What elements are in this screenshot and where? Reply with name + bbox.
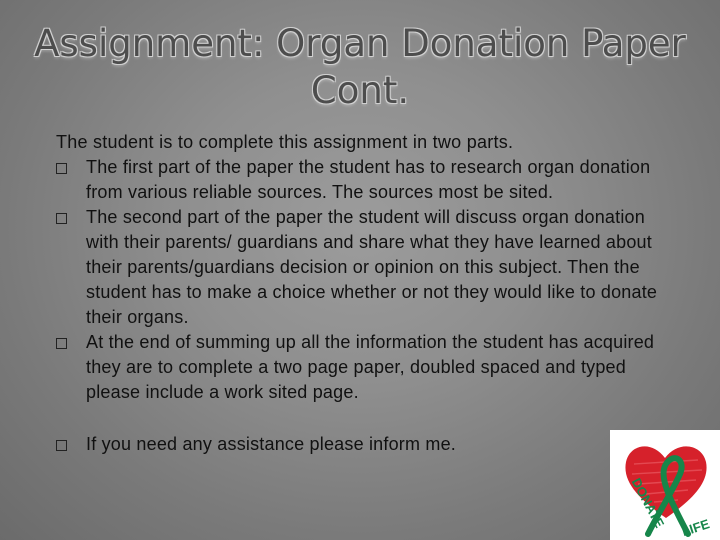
bullet-item bbox=[56, 432, 676, 457]
intro-text: The student is to complete this assignment in two parts. bbox=[56, 132, 514, 152]
bullet-text: If you need any assistance please inform me. bbox=[86, 434, 456, 454]
square-bullet-icon bbox=[56, 213, 67, 224]
bullet-list bbox=[56, 155, 676, 457]
square-bullet-icon bbox=[56, 163, 67, 174]
bullet-text: The first part of the paper the student has to research organ donation from various reliable sources. The sources most be sited. bbox=[86, 157, 651, 202]
donate-life-logo bbox=[610, 430, 720, 540]
bullet-item bbox=[56, 205, 676, 330]
slide-title bbox=[0, 20, 720, 114]
slide-body bbox=[56, 130, 676, 457]
bullet-item bbox=[56, 330, 676, 405]
slide-title-line-1: Assignment: Organ Donation Paper bbox=[34, 22, 686, 65]
bullet-text: At the end of summing up all the information the student has acquired they are to complete a two page paper, doubled spaced and typed please include a work sited page. bbox=[86, 332, 655, 402]
bullet-item bbox=[56, 155, 676, 205]
bullet-text: The second part of the paper the student will discuss organ donation with their parents/ guardians and share what they have learned about their parents/guardians decision or opinion on this subject. Then the student has to make a choice whether or not they would like to donate their organs. bbox=[86, 207, 658, 327]
logo-text-life: LIFE bbox=[679, 516, 712, 540]
donate-life-logo-graphic bbox=[610, 430, 720, 540]
logo-text-donate: DONATE bbox=[628, 475, 668, 531]
square-bullet-icon bbox=[56, 338, 67, 349]
square-bullet-icon bbox=[56, 440, 67, 451]
slide-title-line-2: Cont. bbox=[310, 69, 410, 112]
